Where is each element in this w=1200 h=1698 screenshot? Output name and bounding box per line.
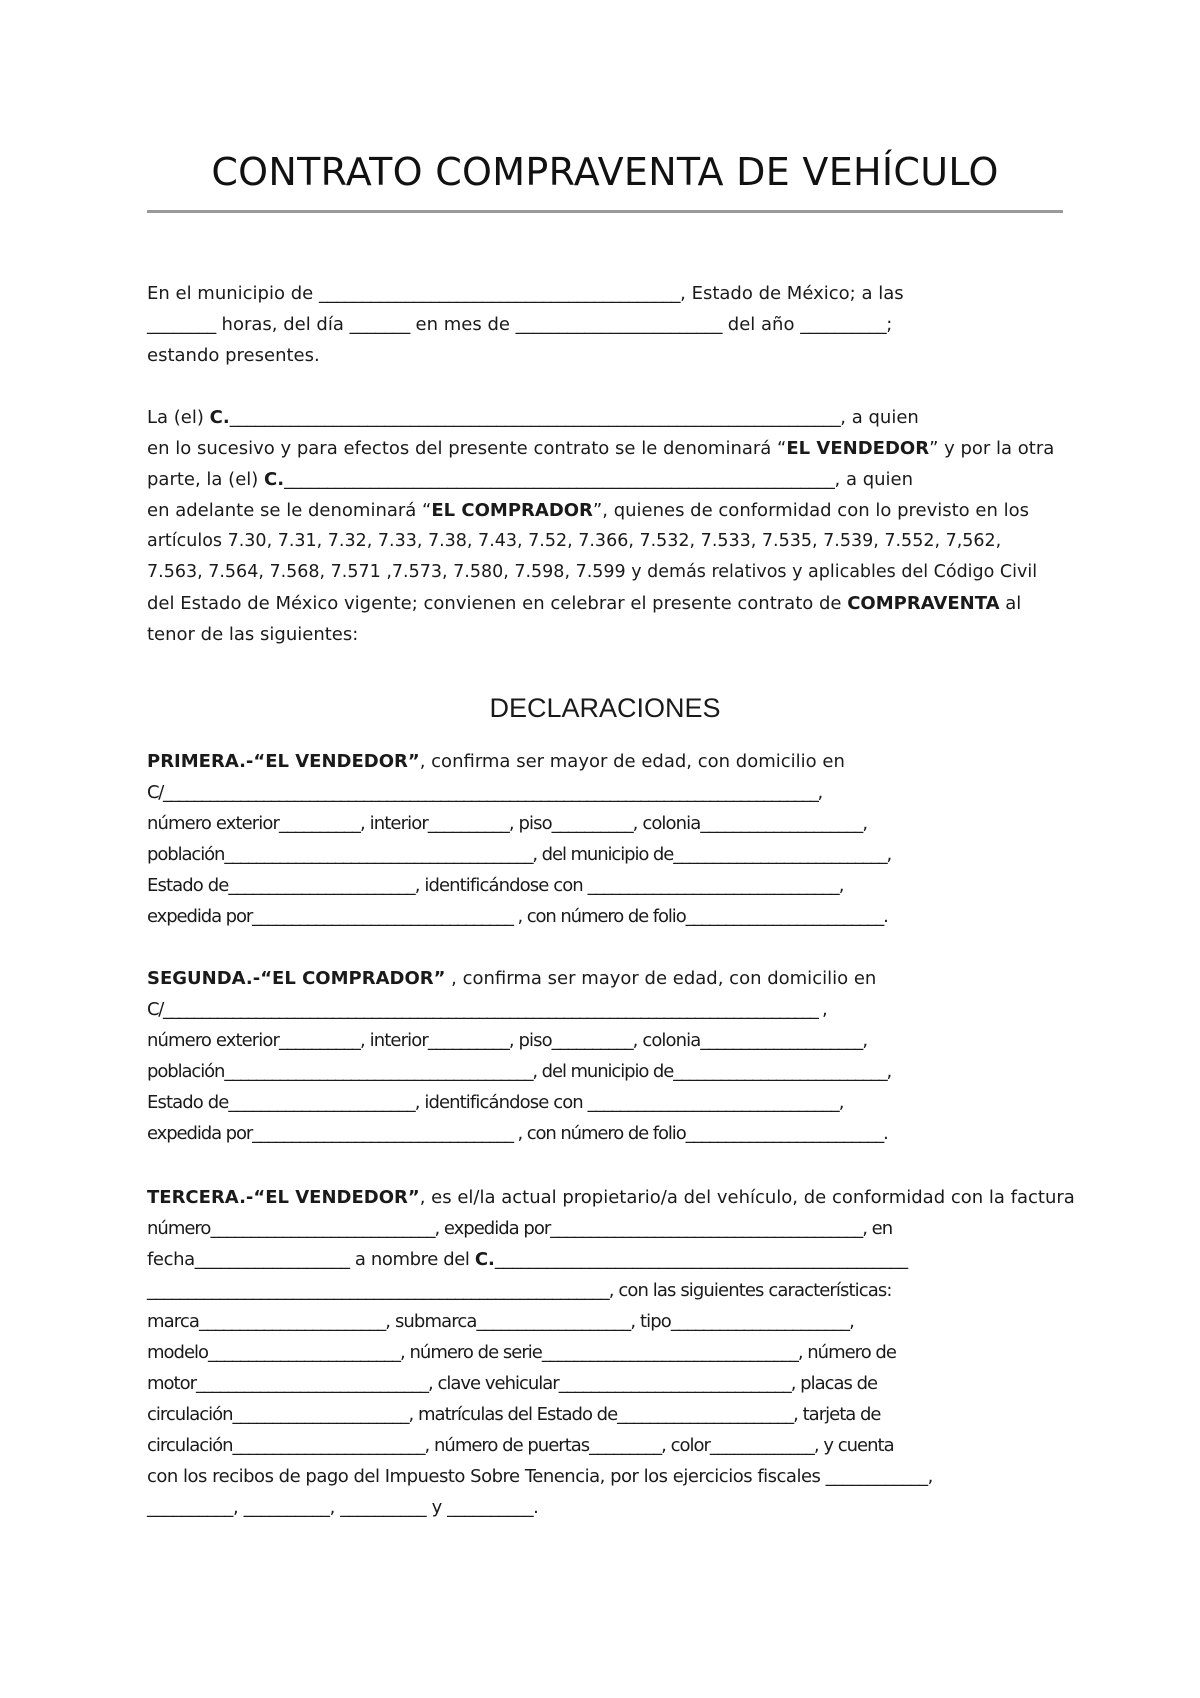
parties-line-4: en adelante se le denominará “EL COMPRADOR”, quienes de conformidad con lo previsto en los	[147, 500, 1029, 521]
primera-exterior-line: número exterior__________, interior__________, piso__________, colonia____________________,	[147, 813, 868, 834]
parties-line-1: La (el) C._______________________________________________________________________, a quien	[147, 407, 919, 428]
tercera-tenencia-line: con los recibos de pago del Impuesto Sobre Tenencia, por los ejercicios fiscales ____________,	[147, 1466, 933, 1487]
tercera-marca-line: marca_______________________, submarca___________________, tipo______________________,	[147, 1311, 854, 1332]
declarations-heading: DECLARACIONES	[489, 693, 721, 723]
municipio-blank: __________________________________________	[318, 283, 681, 304]
intro-line-2: ________ horas, del día _______ en mes de ________________________ del año __________;	[147, 314, 893, 335]
buyer-name-blank: ________________________________________________________________	[284, 469, 835, 490]
parties-line-6: 7.563, 7.564, 7.568, 7.571 ,7.573, 7.580, 7.598, 7.599 y demás relativos y aplicables del Código Civil	[147, 562, 1038, 582]
parties-line-3: parte, la (el) C.________________________________________________________________, a quien	[147, 469, 914, 490]
tercera-ejercicios-line: __________, __________, __________ y __________.	[147, 1497, 539, 1518]
intro-line-1: En el municipio de __________________________________________, Estado de México; a las	[147, 283, 904, 304]
tercera-circulacion-line: circulación______________________, matrículas del Estado de______________________, tarjeta de	[147, 1404, 881, 1425]
day-blank: _______	[349, 314, 410, 335]
tercera-motor-line: motor_____________________________, clave vehicular_____________________________, placas de	[147, 1373, 878, 1394]
tercera-puertas-line: circulación________________________, número de puertas_________, color_____________, y cuenta	[147, 1435, 894, 1456]
primera-address-blank: C/_____________________________________________________________________________________,	[147, 782, 822, 803]
segunda-line-1: SEGUNDA.-“EL COMPRADOR” , confirma ser mayor de edad, con domicilio en	[147, 968, 877, 989]
document-title: CONTRATO COMPRAVENTA DE VEHÍCULO	[211, 150, 999, 194]
primera-line-1: PRIMERA.-“EL VENDEDOR”, confirma ser mayor de edad, con domicilio en	[147, 751, 845, 772]
tercera-line-1: TERCERA.-“EL VENDEDOR”, es el/la actual propietario/a del vehículo, de conformidad con la factura	[147, 1187, 1075, 1208]
primera-estado-line: Estado de_______________________, identificándose con _______________________________,	[147, 875, 844, 896]
parties-line-7: del Estado de México vigente; convienen en celebrar el presente contrato de COMPRAVENTA al	[147, 593, 1022, 614]
segunda-expedida-line: expedida por_________________________________ , con número de folio_________________________.	[147, 1123, 888, 1144]
parties-line-5: artículos 7.30, 7.31, 7.32, 7.33, 7.38, 7.43, 7.52, 7.366, 7.532, 7.533, 7.535, 7.539, 7.552, 7,562,	[147, 531, 1002, 551]
primera-expedida-line: expedida por_________________________________ , con número de folio_________________________.	[147, 906, 888, 927]
title-divider	[147, 210, 1063, 213]
tercera-factura-line: número____________________________, expedida por_______________________________________, en	[147, 1218, 893, 1239]
segunda-exterior-line: número exterior__________, interior__________, piso__________, colonia____________________,	[147, 1030, 868, 1051]
hour-blank: ________	[147, 314, 216, 335]
tercera-caracteristicas-line: _________________________________________________________, con las siguientes características:	[147, 1280, 892, 1301]
parties-line-8: tenor de las siguientes:	[147, 624, 359, 645]
parties-line-2: en lo sucesivo y para efectos del presente contrato se le denominará “EL VENDEDOR” y por la otra	[147, 438, 1055, 459]
year-blank: __________	[800, 314, 887, 335]
tercera-fecha-line: fecha__________________ a nombre del C.________________________________________________	[147, 1249, 908, 1270]
seller-name-blank: _______________________________________________________________________	[229, 407, 841, 428]
tercera-modelo-line: modelo________________________, número de serie________________________________, número de	[147, 1342, 896, 1363]
intro-line-3: estando presentes.	[147, 345, 320, 366]
primera-poblacion-line: población_______________________________________, del municipio de___________________________,	[147, 844, 892, 865]
month-blank: ________________________	[515, 314, 723, 335]
segunda-address-blank: C/_____________________________________________________________________________________ ,	[147, 999, 827, 1020]
segunda-poblacion-line: población_______________________________________, del municipio de___________________________,	[147, 1061, 892, 1082]
segunda-estado-line: Estado de_______________________, identificándose con _______________________________,	[147, 1092, 844, 1113]
